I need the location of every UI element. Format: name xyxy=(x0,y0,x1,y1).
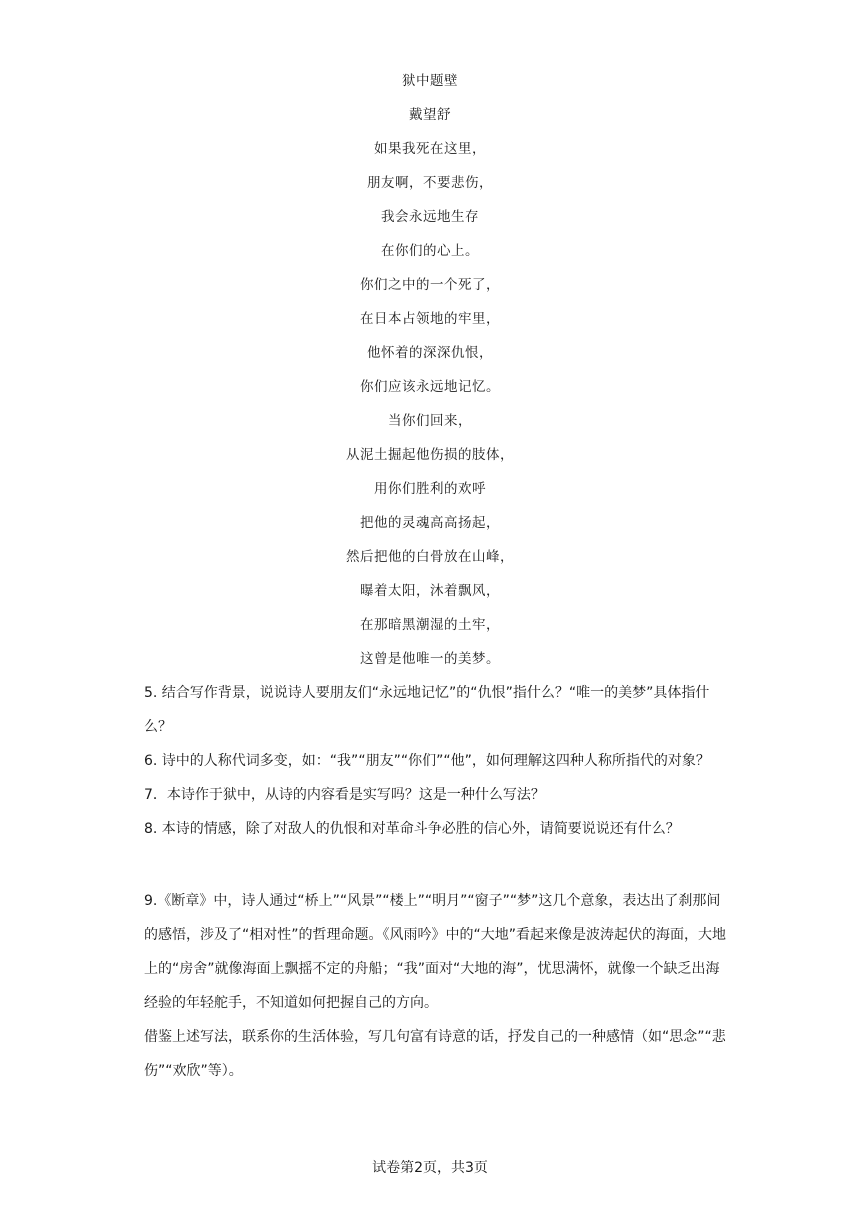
page-footer: 试卷第2页，共3页 xyxy=(372,1160,488,1176)
poem-line: 然后把他的白骨放在山峰， xyxy=(346,549,514,565)
poem-line: 当你们回来， xyxy=(388,413,472,429)
poem-line: 把他的灵魂高高扬起， xyxy=(360,515,500,531)
poem-line: 在日本占领地的牢里， xyxy=(360,311,500,327)
poem-line: 从泥土掘起他伤损的肢体， xyxy=(346,447,514,463)
poem-line: 我会永远地生存 xyxy=(381,209,479,225)
question-7: 7．本诗作于狱中，从诗的内容看是实写吗？这是一种什么写法？ xyxy=(144,787,545,803)
poem-line: 你们之中的一个死了， xyxy=(360,277,500,293)
poem-line: 如果我死在这里， xyxy=(374,141,486,157)
poem-line: 他怀着的深深仇恨， xyxy=(367,345,493,361)
poem xyxy=(0,67,860,679)
question-5: 5. 结合写作背景，说说诗人要朋友们“永远地记忆”的“仇恨”指什么？“唯一的美梦”具体指什么？ xyxy=(144,685,710,735)
question-9: 9.《断章》中，诗人通过“桥上”“风景”“楼上”“明月”“窗子”“梦”这几个意象，表达出了刹那间的感悟，涉及了“相对性”的哲理命题。《风雨吟》中的“大地”看起来像是波涛起伏的海面，大地上的“房舍”就像海面上飘摇不定的舟船；“我”面对“大地的海”，忧思满怀，就像一个缺乏出海经验的年轻舵手，不知道如何把握自己的方向。 xyxy=(144,893,727,1011)
questions xyxy=(144,676,726,1088)
question-9-task: 借鉴上述写法，联系你的生活体验，写几句富有诗意的话，抒发自己的一种感情（如“思念”“悲伤”“欢欣”等）。 xyxy=(144,1029,726,1079)
question-8: 8. 本诗的情感，除了对敌人的仇恨和对革命斗争必胜的信心外，请简要说说还有什么？ xyxy=(144,821,680,837)
poem-title: 狱中题壁 xyxy=(402,73,458,89)
poem-line: 用你们胜利的欢呼 xyxy=(374,481,486,497)
poem-line: 这曾是他唯一的美梦。 xyxy=(360,651,500,667)
poem-line: 在你们的心上。 xyxy=(381,243,479,259)
poem-author: 戴望舒 xyxy=(409,107,451,123)
poem-line: 你们应该永远地记忆。 xyxy=(360,379,500,395)
poem-line: 在那暗黑潮湿的土牢， xyxy=(360,617,500,633)
poem-line: 曝着太阳，沐着飘风， xyxy=(360,583,500,599)
question-6: 6. 诗中的人称代词多变，如：“我”“朋友”“你们”“他”，如何理解这四种人称所指代的对象？ xyxy=(144,753,710,769)
poem-line: 朋友啊，不要悲伤， xyxy=(367,175,493,191)
